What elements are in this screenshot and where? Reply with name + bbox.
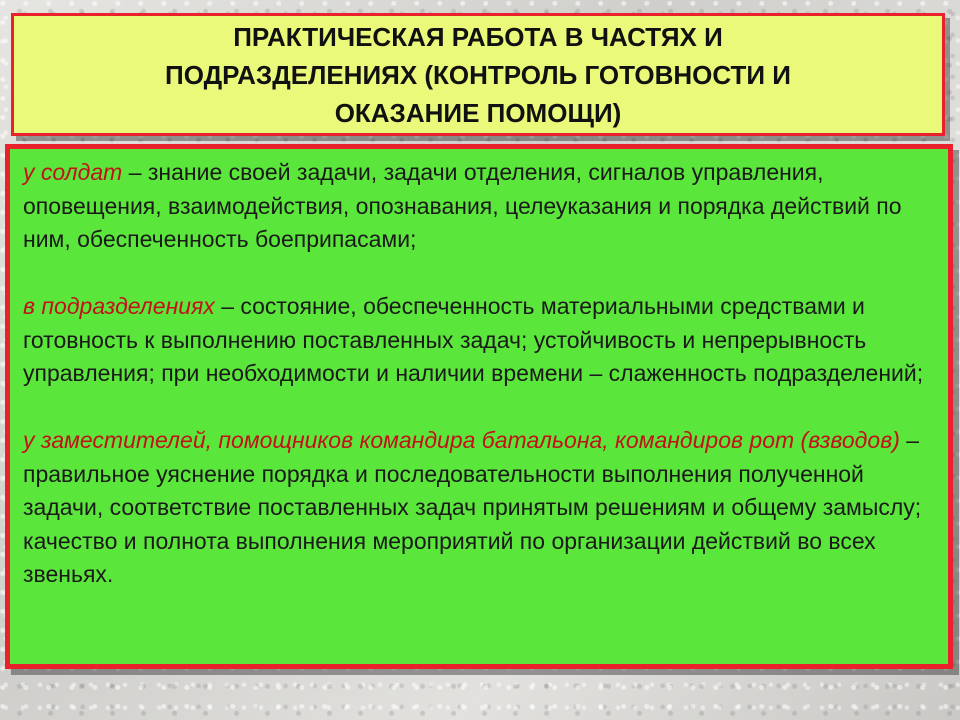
- description-commanders: – правильное уяснение порядка и последовательности выполнения полученной задачи, соответствие поставленных задач принятым решениям и общему замыслу; качество и полнота выполнения мероприятий по организации действий во всех звеньях.: [23, 427, 922, 587]
- subject-units: в подразделениях: [23, 293, 215, 319]
- description-units: – состояние, обеспеченность материальными средствами и готовность к выполнению поставленных задач; устойчивость и непрерывность управления; при необходимости и наличии времени – слаженность подразделений;: [23, 293, 924, 386]
- paragraph-units: [23, 290, 938, 391]
- subject-commanders: у заместителей, помощников командира батальона, командиров рот (взводов): [23, 427, 900, 453]
- title-box: [11, 13, 945, 136]
- paragraph-commanders: [23, 424, 938, 592]
- slide-title: ПРАКТИЧЕСКАЯ РАБОТА В ЧАСТЯХ И ПОДРАЗДЕЛЕНИЯХ (КОНТРОЛЬ ГОТОВНОСТИ И ОКАЗАНИЕ ПОМОЩИ): [165, 21, 791, 128]
- subject-soldiers: у солдат: [23, 159, 123, 185]
- description-soldiers: – знание своей задачи, задачи отделения, сигналов управления, оповещения, взаимодействия, опознавания, целеуказания и порядка действий по ним, обеспеченность боеприпасами;: [23, 159, 902, 252]
- content-box: [5, 144, 953, 669]
- paragraph-soldiers: [23, 156, 938, 257]
